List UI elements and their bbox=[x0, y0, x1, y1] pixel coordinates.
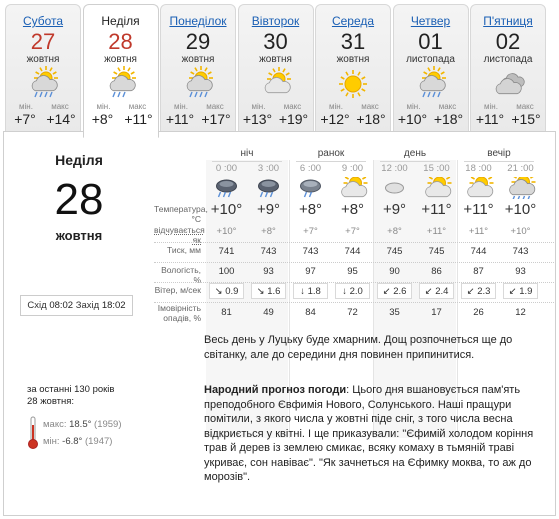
row-humidity bbox=[154, 263, 554, 283]
temperature-value: +9° bbox=[256, 201, 281, 218]
precip-value: 17 bbox=[431, 307, 442, 318]
pressure-value: 745 bbox=[386, 246, 403, 257]
max-label: макс bbox=[206, 102, 224, 111]
pressure-value: 741 bbox=[218, 246, 235, 257]
day-tab-date: 02 bbox=[495, 29, 521, 54]
time-slot: 6 :00 bbox=[299, 163, 322, 174]
day-tab-name: Неділя bbox=[101, 14, 140, 28]
pressure-value: 744 bbox=[470, 246, 487, 257]
label-feels: відчувається як bbox=[154, 225, 205, 245]
time-slot: 21 :00 bbox=[507, 163, 534, 174]
wind-direction-icon: ↙ bbox=[508, 286, 517, 297]
precip-value: 35 bbox=[389, 307, 400, 318]
min-label: мін. bbox=[329, 102, 343, 111]
day-tab-max-temp: +19° bbox=[278, 111, 309, 127]
day-tab-max-temp: +17° bbox=[201, 111, 231, 127]
day-tab-max-temp: +11° bbox=[124, 111, 153, 127]
humidity-value: 93 bbox=[515, 266, 526, 277]
cloud-icon bbox=[374, 177, 415, 199]
stats-date: 28 жовтня: bbox=[27, 395, 75, 407]
cloud-sun-icon bbox=[458, 177, 499, 199]
selected-day-name: Неділя bbox=[55, 152, 103, 168]
period-1: ранок bbox=[290, 148, 372, 159]
label-precip: Імовірність опадів, % bbox=[157, 303, 201, 323]
day-tab-date: 29 bbox=[185, 29, 211, 54]
cloud-rain-icon bbox=[206, 177, 247, 199]
day-tab-min-temp: +11° bbox=[165, 111, 195, 127]
humidity-value: 97 bbox=[305, 266, 316, 277]
day-tab-max-temp: +14° bbox=[46, 111, 76, 127]
day-tab-date: 30 bbox=[263, 29, 288, 54]
pressure-value: 743 bbox=[512, 246, 529, 257]
temperature-value: +8° bbox=[340, 201, 365, 218]
day-tab-minmax-labels bbox=[161, 102, 235, 111]
wind-cell bbox=[458, 286, 499, 297]
day-tab-date: 01 bbox=[418, 29, 443, 54]
day-tab-month: жовтня bbox=[104, 54, 137, 65]
time-slot: 9 :00 bbox=[341, 163, 364, 174]
wind-cell bbox=[374, 286, 415, 297]
row-pressure bbox=[154, 243, 554, 263]
pressure-value: 743 bbox=[260, 246, 277, 257]
day-tab-temps bbox=[6, 111, 80, 127]
day-tab-max-temp: +18° bbox=[433, 111, 464, 127]
day-tab-month: жовтня bbox=[26, 54, 60, 65]
day-tab-date: 28 bbox=[108, 29, 133, 54]
day-tab-temps bbox=[316, 111, 390, 127]
time-slot: 0 :00 bbox=[215, 163, 238, 174]
day-tab-minmax-labels bbox=[471, 102, 545, 111]
row-temperature bbox=[154, 201, 554, 224]
day-tab-1[interactable] bbox=[5, 4, 81, 132]
day-tab-6[interactable] bbox=[393, 4, 469, 132]
day-tab-temps bbox=[161, 111, 235, 127]
day-tab-name[interactable]: Середа bbox=[331, 14, 375, 28]
day-tab-temps bbox=[84, 111, 158, 127]
cloud-sun-icon bbox=[239, 66, 313, 102]
temperature-value: +11° bbox=[463, 201, 494, 218]
day-tab-min-temp: +8° bbox=[91, 111, 114, 127]
day-tab-max-temp: +18° bbox=[356, 111, 386, 127]
period-2: день bbox=[374, 148, 456, 159]
precip-value: 84 bbox=[305, 307, 316, 318]
day-tab-temps bbox=[239, 111, 313, 127]
cloudy-icon bbox=[471, 66, 545, 102]
feels-value: +8° bbox=[261, 226, 276, 237]
wind-direction-icon: ↓ bbox=[300, 286, 305, 297]
humidity-value: 100 bbox=[218, 266, 235, 277]
climate-stats bbox=[27, 384, 187, 447]
min-label: мін. bbox=[251, 102, 266, 111]
day-tab-temps bbox=[394, 111, 468, 127]
precip-value: 26 bbox=[473, 307, 484, 318]
wind-speed: 1.8 bbox=[307, 286, 321, 297]
day-tab-date: 31 bbox=[340, 29, 366, 54]
wind-speed: 2.6 bbox=[393, 286, 407, 297]
wind-cell bbox=[206, 286, 247, 297]
min-label: мін. bbox=[96, 102, 111, 111]
wind-speed: 2.3 bbox=[477, 286, 491, 297]
day-tab-name[interactable]: Понеділок bbox=[169, 14, 227, 28]
temperature-value: +8° bbox=[298, 201, 323, 218]
wind-direction-icon: ↘ bbox=[256, 286, 265, 297]
day-tab-min-temp: +7° bbox=[14, 111, 36, 127]
day-tab-month: жовтня bbox=[336, 54, 370, 65]
label-humidity: Вологість, % bbox=[161, 265, 201, 285]
cloud-drizzle-icon bbox=[290, 177, 331, 199]
feels-value: +11° bbox=[468, 226, 489, 237]
time-slot: 15 :00 bbox=[423, 163, 450, 174]
max-label: макс bbox=[51, 102, 69, 111]
sunset-time: 18:02 bbox=[101, 300, 126, 311]
day-tab-temps bbox=[471, 111, 545, 127]
stats-min-year: (1947) bbox=[84, 436, 113, 447]
day-tab-name[interactable]: Вівторок bbox=[251, 14, 300, 28]
cloud-sun-icon bbox=[332, 177, 373, 199]
max-label: макс bbox=[438, 102, 457, 111]
day-tab-minmax-labels bbox=[84, 102, 158, 111]
temperature-value: +11° bbox=[421, 201, 452, 218]
day-tab-minmax-labels bbox=[239, 102, 313, 111]
day-tab-min-temp: +13° bbox=[242, 111, 273, 127]
humidity-value: 93 bbox=[263, 266, 274, 277]
folk-forecast-text: : Цього дня вшановується пам'ять преподобного Євфимія Нового, Солунського. Наші пращури помітили, з якого числа у жовтні піде сніг, з того числа весна відкриється у квітні. І ще приказували: "Єфимій холодом коріння трав й дерев із землею смикає, всяку комаху в тьмяній траві укриває, сон навіває". "Як зачнеться на Єфимку моква, то аж до морозів". bbox=[204, 384, 534, 483]
period-0: ніч bbox=[206, 148, 288, 159]
day-tab-7[interactable] bbox=[470, 4, 546, 132]
selected-day bbox=[4, 152, 154, 243]
day-tab-min-temp: +10° bbox=[397, 111, 428, 127]
day-tab-3[interactable] bbox=[160, 4, 236, 132]
day-tab-name[interactable]: Четвер bbox=[410, 14, 451, 28]
wind-cell bbox=[290, 286, 331, 297]
day-tab-month: листопада bbox=[483, 54, 533, 65]
day-tab-month: листопада bbox=[406, 54, 455, 65]
min-label: мін. bbox=[174, 102, 188, 111]
cloud-sun-rain-icon bbox=[161, 66, 235, 102]
max-label: макс bbox=[361, 102, 379, 111]
wind-cell bbox=[500, 286, 541, 297]
cloud-rain-icon bbox=[248, 177, 289, 199]
wind-speed: 1.9 bbox=[519, 286, 533, 297]
feels-value: +11° bbox=[426, 226, 447, 237]
stats-max-year: (1959) bbox=[94, 419, 122, 430]
sunrise-time: 08:02 bbox=[49, 300, 74, 311]
label-wind: Вітер, м/сек bbox=[154, 285, 201, 295]
time-slot: 3 :00 bbox=[257, 163, 280, 174]
row-feels bbox=[154, 223, 554, 243]
day-tab-date: 27 bbox=[30, 29, 56, 54]
row-wind bbox=[154, 283, 554, 303]
precip-value: 81 bbox=[221, 307, 232, 318]
cloud-sun-rain-icon bbox=[6, 66, 80, 102]
day-tab-4[interactable] bbox=[238, 4, 314, 132]
day-tab-month: жовтня bbox=[181, 54, 215, 65]
feels-value: +8° bbox=[387, 226, 402, 237]
row-precip bbox=[154, 303, 554, 323]
row-separator bbox=[154, 262, 554, 263]
day-tab-name[interactable]: Субота bbox=[22, 14, 64, 28]
wind-direction-icon: ↙ bbox=[382, 286, 391, 297]
time-slot: 12 :00 bbox=[381, 163, 408, 174]
wind-direction-icon: ↘ bbox=[214, 286, 223, 297]
feels-value: +7° bbox=[303, 226, 318, 237]
pressure-value: 745 bbox=[428, 246, 445, 257]
feels-value: +7° bbox=[345, 226, 360, 237]
day-description: Весь день у Луцьку буде хмарним. Дощ розпочнеться ще до світанку, але до середини дня повинен припинитися. bbox=[204, 334, 513, 361]
min-label: мін. bbox=[484, 102, 498, 111]
feels-value: +10° bbox=[510, 226, 531, 237]
humidity-value: 90 bbox=[389, 266, 400, 277]
sun-icon bbox=[316, 66, 390, 102]
selected-day-date: 28 bbox=[54, 175, 104, 224]
folk-forecast-title: Народний прогноз погоди bbox=[204, 384, 347, 396]
label-temperature: Температура, °C bbox=[154, 204, 208, 224]
day-tab-min-temp: +11° bbox=[475, 111, 505, 127]
time-slot: 18 :00 bbox=[465, 163, 492, 174]
humidity-value: 87 bbox=[473, 266, 484, 277]
precip-value: 72 bbox=[347, 307, 358, 318]
cloud-sun-rain-icon bbox=[394, 66, 468, 102]
day-tabs bbox=[3, 4, 556, 132]
stats-period: за останні 130 років bbox=[27, 384, 115, 395]
max-label: макс bbox=[516, 102, 534, 111]
stats-min-label: мін: bbox=[43, 436, 60, 447]
min-label: мін. bbox=[406, 102, 421, 111]
feels-value: +10° bbox=[216, 226, 237, 237]
cloud-sun-rain-icon bbox=[500, 177, 541, 199]
temperature-value: +10° bbox=[504, 201, 537, 218]
day-tab-month: жовтня bbox=[259, 54, 292, 65]
min-label: мін. bbox=[19, 102, 33, 111]
stats-max-value: 18.5° bbox=[69, 419, 92, 430]
row-separator bbox=[154, 242, 554, 243]
stats-max-label: макс: bbox=[43, 419, 67, 430]
folk-forecast bbox=[204, 383, 544, 485]
wind-speed: 2.0 bbox=[349, 286, 363, 297]
humidity-value: 95 bbox=[347, 266, 358, 277]
wind-direction-icon: ↓ bbox=[342, 286, 347, 297]
precip-value: 12 bbox=[515, 307, 526, 318]
precip-value: 49 bbox=[263, 307, 274, 318]
day-tab-5[interactable] bbox=[315, 4, 391, 132]
max-label: макс bbox=[128, 102, 147, 111]
day-tab-name[interactable]: П'ятниця bbox=[483, 14, 533, 28]
selected-day-month: жовтня bbox=[55, 228, 103, 243]
temperature-value: +9° bbox=[382, 201, 407, 218]
wind-speed: 1.6 bbox=[267, 286, 281, 297]
wind-cell bbox=[332, 286, 373, 297]
wind-speed: 0.9 bbox=[225, 286, 239, 297]
wind-cell bbox=[416, 286, 457, 297]
day-tab-max-temp: +15° bbox=[511, 111, 541, 127]
sunset-label: Захід bbox=[75, 300, 100, 311]
cloud-sun-drizzle-icon bbox=[84, 66, 158, 102]
stats-min-value: -6.8° bbox=[62, 436, 83, 447]
sunrise-label: Схід bbox=[27, 300, 47, 311]
wind-speed: 2.4 bbox=[435, 286, 449, 297]
thermometer-icon bbox=[27, 416, 39, 450]
day-tab-minmax-labels bbox=[316, 102, 390, 111]
max-label: макс bbox=[283, 102, 302, 111]
day-tab-2[interactable] bbox=[83, 4, 159, 138]
stats-min-row bbox=[43, 436, 112, 448]
day-tab-minmax-labels bbox=[6, 102, 80, 111]
humidity-value: 86 bbox=[431, 266, 442, 277]
temperature-value: +10° bbox=[210, 201, 243, 218]
day-detail-panel bbox=[3, 131, 556, 516]
stats-max-row bbox=[43, 419, 122, 431]
wind-direction-icon: ↙ bbox=[424, 286, 433, 297]
wind-cell bbox=[248, 286, 289, 297]
label-pressure: Тиск, мм bbox=[167, 245, 201, 255]
pressure-value: 744 bbox=[344, 246, 361, 257]
period-3: вечір bbox=[458, 148, 540, 159]
cloud-sun-icon bbox=[416, 177, 457, 199]
wind-direction-icon: ↙ bbox=[466, 286, 475, 297]
day-tab-min-temp: +12° bbox=[320, 111, 350, 127]
pressure-value: 743 bbox=[302, 246, 319, 257]
sunrise-sunset bbox=[20, 295, 133, 316]
day-tab-minmax-labels bbox=[394, 102, 468, 111]
